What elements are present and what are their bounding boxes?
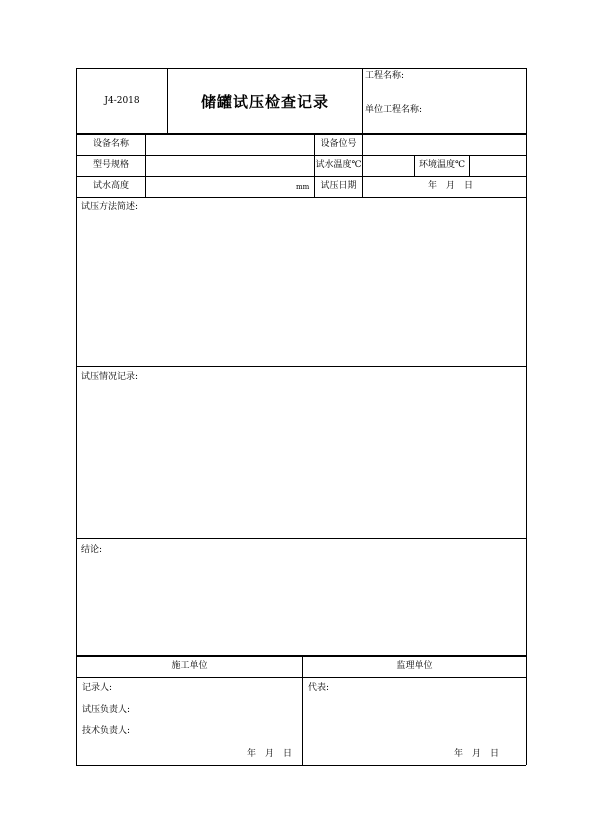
supervision-unit-label: 监理单位 [396,661,433,671]
test-date-label: 试压日期 [320,181,357,191]
record-label: 试压情况记录: [81,372,139,382]
divider [76,197,526,198]
divider [76,677,526,678]
unit-project-name-label: 单位工程名称: [365,105,423,115]
water-temp-label: 试水温度℃ [315,160,362,170]
equipment-tag-label: 设备位号 [320,139,357,149]
project-name-label: 工程名称: [365,71,405,81]
frame-right [526,68,527,765]
page-title: 储罐试压检查记录 [200,93,329,111]
divider [362,134,363,197]
divider [76,538,526,539]
model-spec-label: 型号规格 [92,160,129,170]
divider [76,133,526,135]
method-label: 试压方法简述: [81,202,139,212]
test-lead-label: 试压负责人: [82,705,131,715]
divider [76,155,526,156]
divider [469,155,470,176]
height-unit: mm [296,183,310,191]
date-left: 年 月 日 [247,749,293,759]
divider [76,176,526,177]
test-date-placeholder: 年 月 日 [428,181,474,191]
frame-top [76,68,526,69]
divider [362,68,363,134]
frame-bottom [76,765,526,766]
equipment-name-label: 设备名称 [92,139,129,149]
form-code: J4-2018 [104,96,140,106]
recorder-label: 记录人: [82,683,113,693]
divider [76,655,526,657]
construction-unit-label: 施工单位 [171,661,208,671]
conclusion-label: 结论: [81,545,103,555]
water-height-label: 试水高度 [92,181,129,191]
representative-label: 代表: [308,683,330,693]
divider [145,134,146,197]
date-right: 年 月 日 [454,749,500,759]
divider [76,366,526,367]
tech-lead-label: 技术负责人: [82,726,131,736]
divider [302,656,303,765]
ambient-temp-label: 环境温度℃ [418,160,466,170]
